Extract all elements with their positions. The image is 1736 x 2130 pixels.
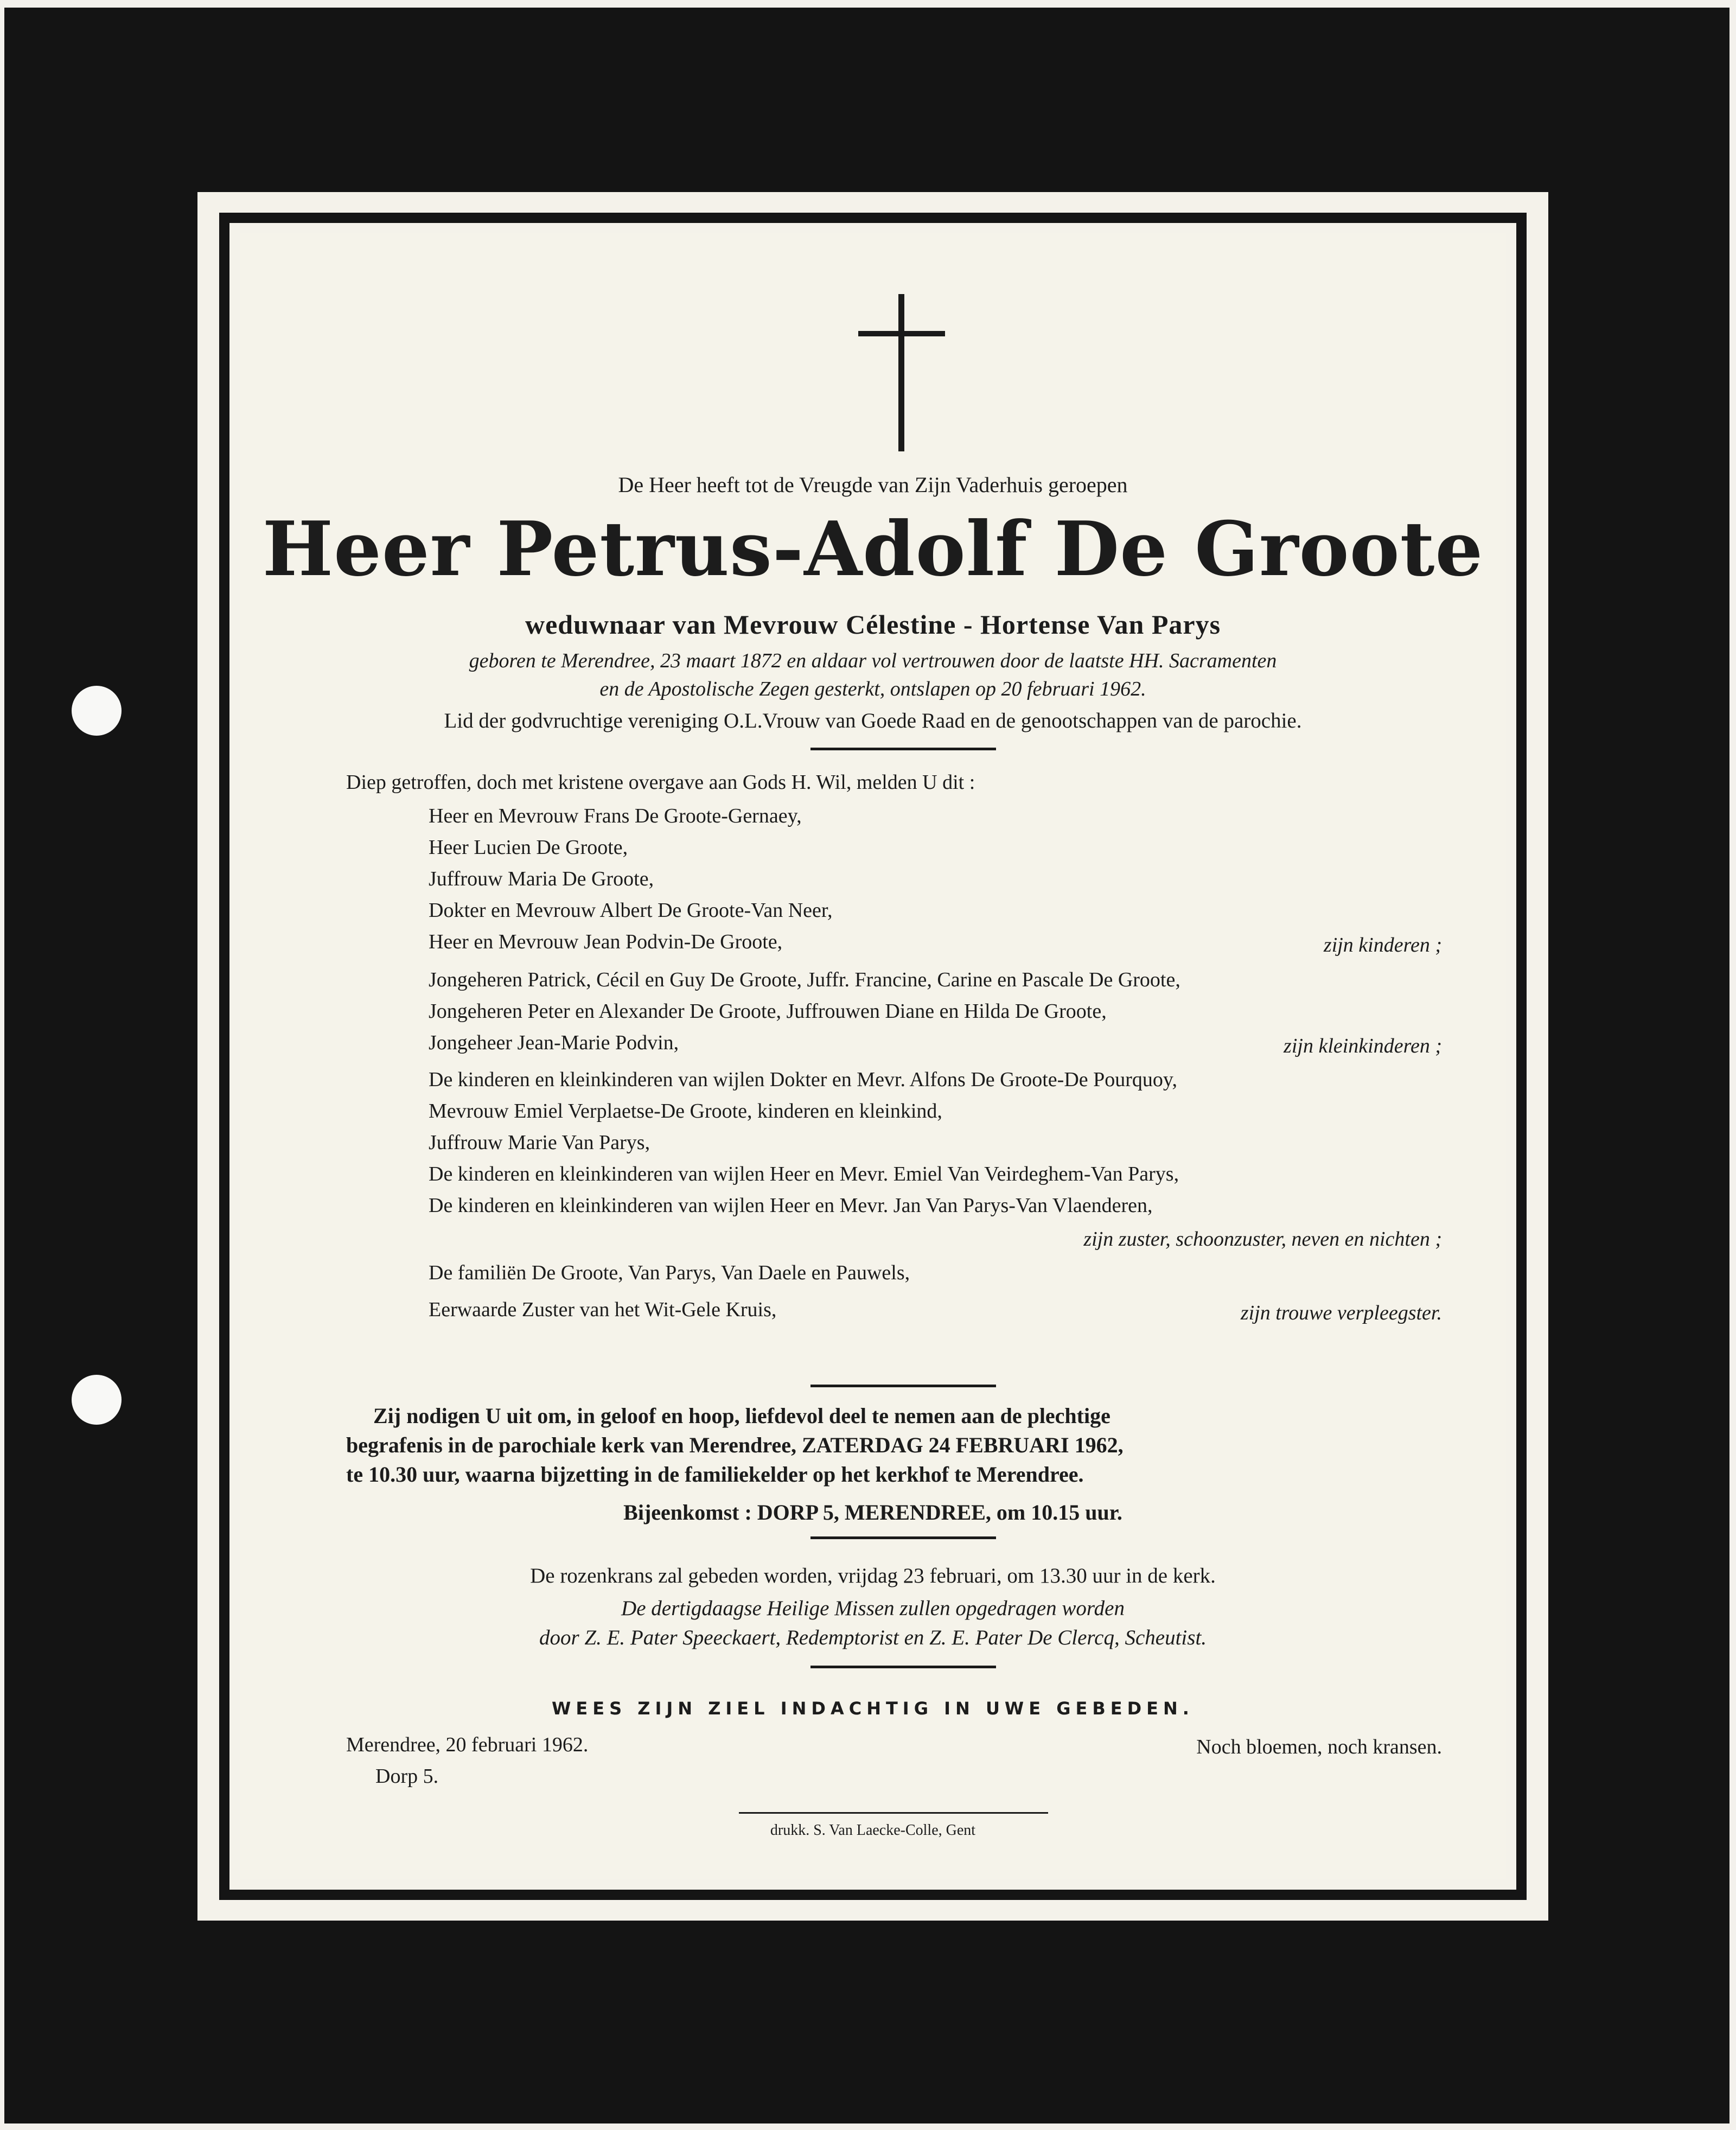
birth-death-line-2: en de Apostolische Zegen gesterkt, ontslapen op 20 februari 1962. [599, 678, 1146, 700]
printer-rule [739, 1812, 1048, 1814]
divider-rule [810, 748, 996, 750]
no-flowers-note: Noch bloemen, noch kransen. [1196, 1736, 1442, 1758]
relatives-note: zijn zuster, schoonzuster, neven en nichten ; [1083, 1228, 1442, 1251]
mourning-border [219, 213, 1527, 1900]
divider-rule [810, 1666, 996, 1668]
cross-horizontal-bar [858, 331, 945, 336]
family-line-relative: De kinderen en kleinkinderen van wijlen Heer en Mevr. Emiel Van Veirdeghem-Van Parys, [429, 1163, 1179, 1185]
family-line-relative: Mevrouw Emiel Verplaetse-De Groote, kinderen en kleinkind, [429, 1100, 942, 1123]
printer-credit: drukk. S. Van Laecke-Colle, Gent [770, 1822, 976, 1839]
masses-line-2: door Z. E. Pater Speeckaert, Redemptorist en Z. E. Pater De Clercq, Scheutist. [539, 1626, 1207, 1649]
place-date: Merendree, 20 februari 1962. [346, 1733, 589, 1756]
announcement-line: Diep getroffen, doch met kristene overgave aan Gods H. Wil, melden U dit : [346, 771, 975, 794]
album-sheet [4, 8, 1729, 2123]
cross-vertical-bar [898, 294, 904, 451]
deceased-name: Heer Petrus-Adolf De Groote [262, 505, 1484, 593]
birth-death-line-1: geboren te Merendree, 23 maart 1872 en aldaar vol vertrouwen door de laatste HH. Sacramenten [469, 649, 1277, 672]
family-line-relative: De kinderen en kleinkinderen van wijlen Heer en Mevr. Jan Van Parys-Van Vlaenderen, [429, 1194, 1153, 1217]
meeting-place-line: Bijeenkomst : DORP 5, MERENDREE, om 10.15 uur. [623, 1500, 1122, 1525]
children-note: zijn kinderen ; [1323, 934, 1442, 956]
family-line-families: De familiën De Groote, Van Parys, Van Daele en Pauwels, [429, 1261, 910, 1284]
family-line-child: Heer en Mevrouw Jean Podvin-De Groote, [429, 930, 783, 953]
membership-line: Lid der godvruchtige vereniging O.L.Vrouw van Goede Raad en de genootschappen van de parochie. [444, 709, 1302, 732]
funeral-invitation-line: te 10.30 uur, waarna bijzetting in de familiekelder op het kerkhof te Merendree. [346, 1462, 1084, 1487]
masses-line-1: De dertigdaagse Heilige Missen zullen opgedragen worden [621, 1597, 1125, 1620]
family-line-child: Heer Lucien De Groote, [429, 836, 628, 859]
family-line-relative: De kinderen en kleinkinderen van wijlen Dokter en Mevr. Alfons De Groote-De Pourquoy, [429, 1068, 1177, 1091]
widower-line: weduwnaar van Mevrouw Célestine - Hortense Van Parys [525, 609, 1221, 640]
family-line-child: Dokter en Mevrouw Albert De Groote-Van Neer, [429, 899, 833, 922]
death-notice-card [197, 192, 1548, 1921]
family-line-grandchild: Jongeheren Peter en Alexander De Groote, Juffrouwen Diane en Hilda De Groote, [429, 1000, 1107, 1023]
punch-hole-top [72, 686, 122, 736]
family-line-grandchild: Jongeheer Jean-Marie Podvin, [429, 1031, 679, 1054]
cross-icon [858, 294, 945, 451]
family-line-child: Juffrouw Maria De Groote, [429, 868, 654, 890]
grandchildren-note: zijn kleinkinderen ; [1284, 1035, 1442, 1057]
divider-rule [810, 1385, 996, 1387]
divider-rule [810, 1536, 996, 1539]
punch-hole-bottom [72, 1375, 122, 1425]
family-line-child: Heer en Mevrouw Frans De Groote-Gernaey, [429, 805, 802, 827]
nurse-note: zijn trouwe verpleegster. [1240, 1302, 1442, 1324]
prayer-request: WEES ZIJN ZIEL INDACHTIG IN UWE GEBEDEN. [552, 1698, 1194, 1719]
rosary-line: De rozenkrans zal gebeden worden, vrijdag 23 februari, om 13.30 uur in de kerk. [530, 1564, 1216, 1587]
funeral-invitation-line: Zij nodigen U uit om, in geloof en hoop, liefdevol deel te nemen aan de plechtige [373, 1404, 1110, 1428]
family-line-nurse: Eerwaarde Zuster van het Wit-Gele Kruis, [429, 1298, 777, 1321]
funeral-invitation-line: begrafenis in de parochiale kerk van Merendree, ZATERDAG 24 FEBRUARI 1962, [346, 1433, 1124, 1457]
family-line-grandchild: Jongeheren Patrick, Cécil en Guy De Groote, Juffr. Francine, Carine en Pascale De Groote, [429, 968, 1180, 991]
card-content [240, 233, 1506, 1879]
home-address: Dorp 5. [375, 1765, 439, 1788]
intro-text: De Heer heeft tot de Vreugde van Zijn Vaderhuis geroepen [618, 473, 1128, 497]
family-line-relative: Juffrouw Marie Van Parys, [429, 1131, 650, 1154]
